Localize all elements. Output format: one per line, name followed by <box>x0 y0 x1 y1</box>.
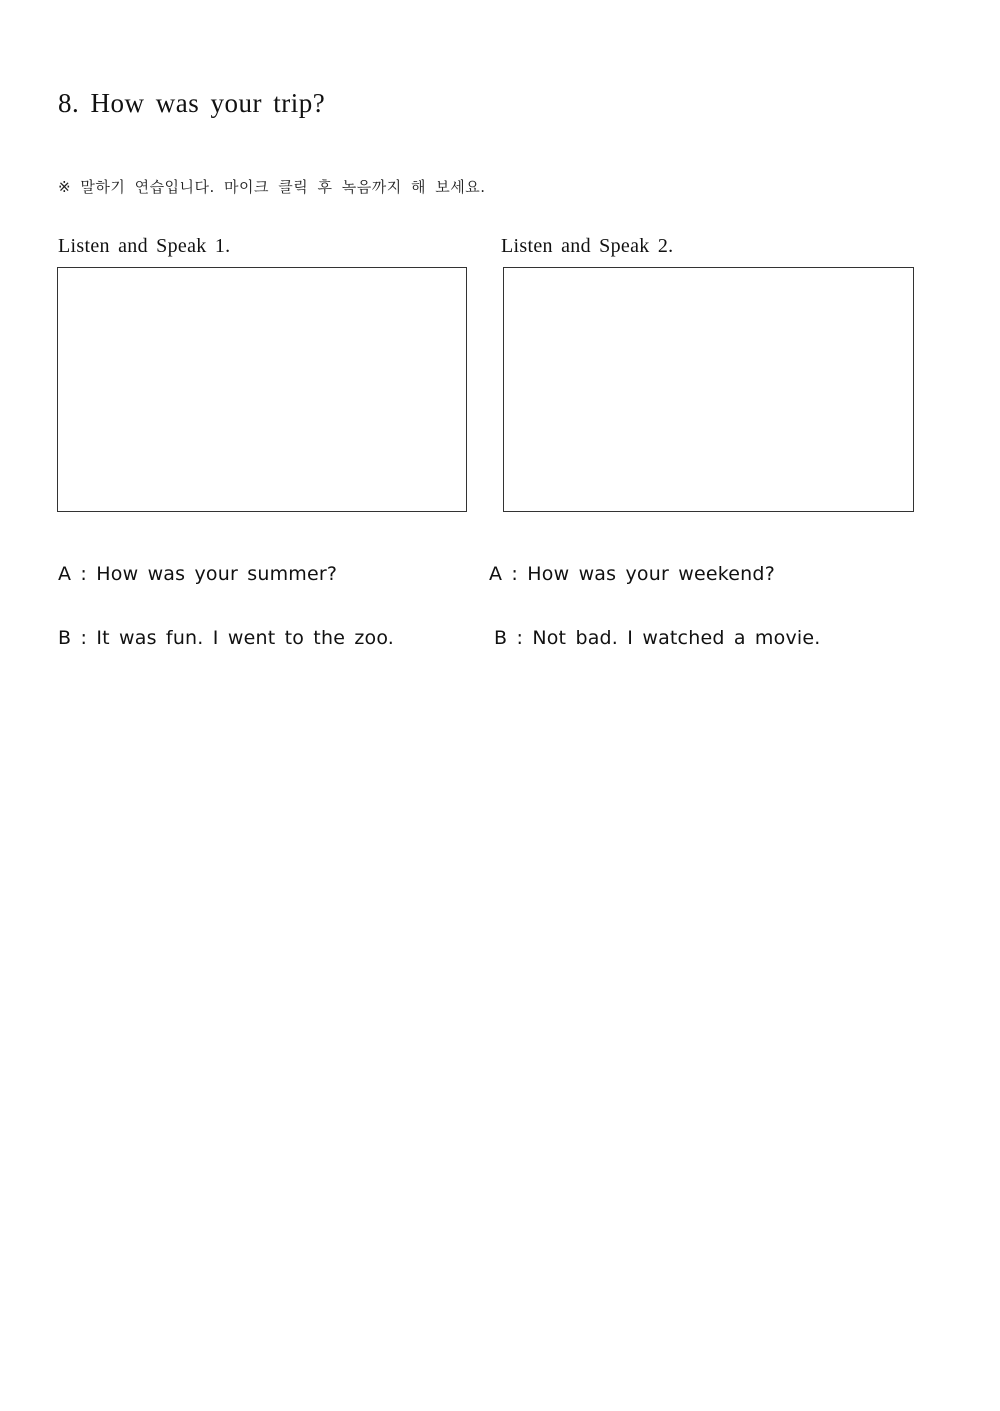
dialog-2-line-a: A : How was your weekend? <box>489 563 775 585</box>
dialog-2-line-b: B : Not bad. I watched a movie. <box>494 627 821 649</box>
instruction-text: ※ 말하기 연습입니다. 마이크 클릭 후 녹음까지 해 보세요. <box>58 178 486 196</box>
page-title: 8. How was your trip? <box>58 88 326 118</box>
dialog-1-line-a: A : How was your summer? <box>58 563 338 585</box>
section-label-2: Listen and Speak 2. <box>501 235 674 257</box>
dialog-1-line-b: B : It was fun. I went to the zoo. <box>58 627 395 649</box>
section-label-1: Listen and Speak 1. <box>58 235 231 257</box>
recording-box-1[interactable] <box>57 267 467 512</box>
recording-box-2[interactable] <box>503 267 914 512</box>
